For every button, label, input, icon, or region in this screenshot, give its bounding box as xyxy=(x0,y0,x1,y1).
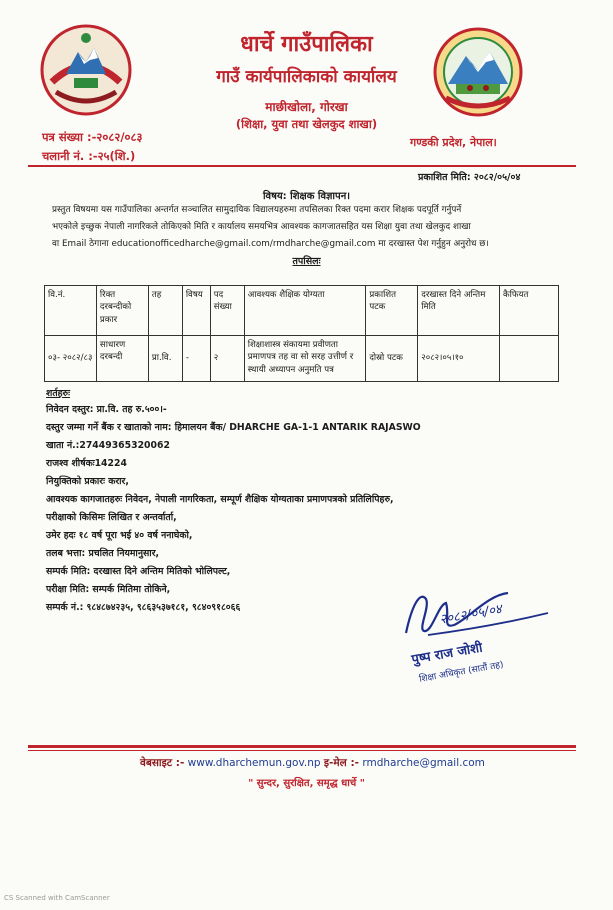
scanner-watermark: CS Scanned with CamScanner xyxy=(4,894,110,902)
notice-subject: विषय: शिक्षक विज्ञापन। xyxy=(262,191,351,202)
table-row xyxy=(45,336,559,382)
table-cell: शिक्षाशास्त्र संकायमा प्रवीणता प्रमाणपत्र तह वा सो सरह उत्तीर्ण र स्थायी अध्यापन अनुमति पत्र xyxy=(244,336,366,382)
notice-body-line1: प्रस्तुत विषयमा यस गाउँपालिका अन्तर्गत सञ्चालित सामुदायिक विद्यालयहरुमा तपसिलका रिक्त पदमा करार शिक्षक पदपूर्ति गर्नुपर्ने xyxy=(52,205,462,215)
table-cell: २०८२।०५।१० xyxy=(418,336,500,382)
table-header-cell: कैफियत xyxy=(500,286,559,336)
condition-item: तलब भत्ता: प्रचलित नियमानुसार, xyxy=(46,548,160,559)
province-label: गण्डकी प्रदेश, नेपाल। xyxy=(410,136,497,149)
website-label: वेबसाइट :- xyxy=(140,757,185,769)
website-link[interactable]: www.dharchemun.gov.np xyxy=(187,757,321,769)
condition-item: उमेर हदः १८ वर्ष पूरा भई ४० वर्ष ननाघेको, xyxy=(46,530,193,541)
table-header-cell: आवश्यक शैक्षिक योग्यता xyxy=(244,286,366,336)
signatory-title: शिक्षा अधिकृत (सातौं तह) xyxy=(418,660,505,685)
table-cell: २ xyxy=(210,336,244,382)
office-location: माछीखोला, गोरखा xyxy=(265,100,348,114)
table-cell xyxy=(500,336,559,382)
condition-item: परीक्षा मिति: सम्पर्क मितिमा तोकिने, xyxy=(46,584,171,595)
table-cell: ०३- २०८२/८३ xyxy=(45,336,97,382)
condition-item: परीक्षाको किसिमः लिखित र अन्तर्वार्ता, xyxy=(46,512,177,523)
notice-body-line2: भएकोले इच्छुक नेपाली नागरिकले तोकिएको मिति र कार्यालय समयभित्र आवश्यक कागजातसहित यस शिक्षा युवा तथा खेलकुद शाखा xyxy=(52,222,471,232)
footer-divider-top xyxy=(28,745,576,748)
table-header-cell: वि.नं. xyxy=(45,286,97,336)
table-cell: - xyxy=(182,336,210,382)
email-link[interactable]: rmdharche@gmail.com xyxy=(362,757,485,769)
table-cell: दोस्रो पटक xyxy=(366,336,418,382)
table-cell: प्रा.वि. xyxy=(148,336,182,382)
table-cell: साधारण दरबन्दी xyxy=(96,336,148,382)
conditions-heading: शर्तहरुः xyxy=(46,388,70,399)
published-date: प्रकाशित मिति: २०८२/०५/०४ xyxy=(418,172,521,183)
condition-item: सम्पर्क मिति: दरखास्त दिने अन्तिम मितिको भोलिपल्ट, xyxy=(46,566,231,577)
table-header-row xyxy=(45,286,559,336)
header-divider xyxy=(28,165,576,167)
footer-contact xyxy=(140,756,485,770)
table-header-cell: विषय xyxy=(182,286,210,336)
table-header-cell: प्रकाशित पटक xyxy=(366,286,418,336)
signatory-name: पुष्प राज जोशी xyxy=(410,640,484,668)
dispatch-number: चलानी नं. :-२५(शि.) xyxy=(42,149,136,163)
table-header-cell: रिक्त दरबन्दीको प्रकार xyxy=(96,286,148,336)
table-header-cell: पद संख्या xyxy=(210,286,244,336)
vacancy-table xyxy=(44,285,559,382)
condition-item: राजश्व शीर्षकः14224 xyxy=(46,458,127,469)
letter-number: पत्र संख्या :-२०८२/०८३ xyxy=(42,130,143,144)
details-heading: तपसिलः xyxy=(292,256,321,267)
notice-body-line3: वा Email ठेगाना educationofficedharche@gmail.com/rmdharche@gmail.com मा दरखास्त पेश गर्नुहुन अनुरोध छ। xyxy=(52,239,489,249)
office-title: धार्चे गाउँपालिका xyxy=(240,32,373,57)
condition-item: नियुक्तिको प्रकारः करार, xyxy=(46,476,129,487)
signature-date: २०८२/०५/०४ xyxy=(438,602,504,628)
office-branch: (शिक्षा, युवा तथा खेलकुद शाखा) xyxy=(235,117,378,131)
table-header-cell: दरखास्त दिने अन्तिम मिति xyxy=(418,286,500,336)
office-subtitle: गाउँ कार्यपालिकाको कार्यालय xyxy=(216,67,397,87)
condition-item: दस्तुर जम्मा गर्ने बैंक र खाताको नाम: हिमालयन बैंक/ DHARCHE GA-1-1 ANTARIK RAJASWO xyxy=(46,422,421,433)
email-label: इ-मेल :- xyxy=(323,757,360,769)
footer-divider-bottom xyxy=(28,750,576,751)
footer-slogan: " सुन्दर, सुरक्षित, समृद्ध धार्चे " xyxy=(248,778,365,789)
condition-item: खाता नं.:27449365320062 xyxy=(46,440,170,451)
condition-item: निवेदन दस्तुर: प्रा.वि. तह रु.५००।- xyxy=(46,404,167,415)
condition-item: आवश्यक कागजातहरुः निवेदन, नेपाली नागरिकता, सम्पूर्ण शैक्षिक योग्यताका प्रमाणपत्रको प्रतिलिपिहरु, xyxy=(46,494,394,505)
table-header-cell: तह xyxy=(148,286,182,336)
condition-item: सम्पर्क नं.: ९८४८७४२३५, ९८६३५३७१८१, ९८४०९१८०६६ xyxy=(46,602,241,613)
